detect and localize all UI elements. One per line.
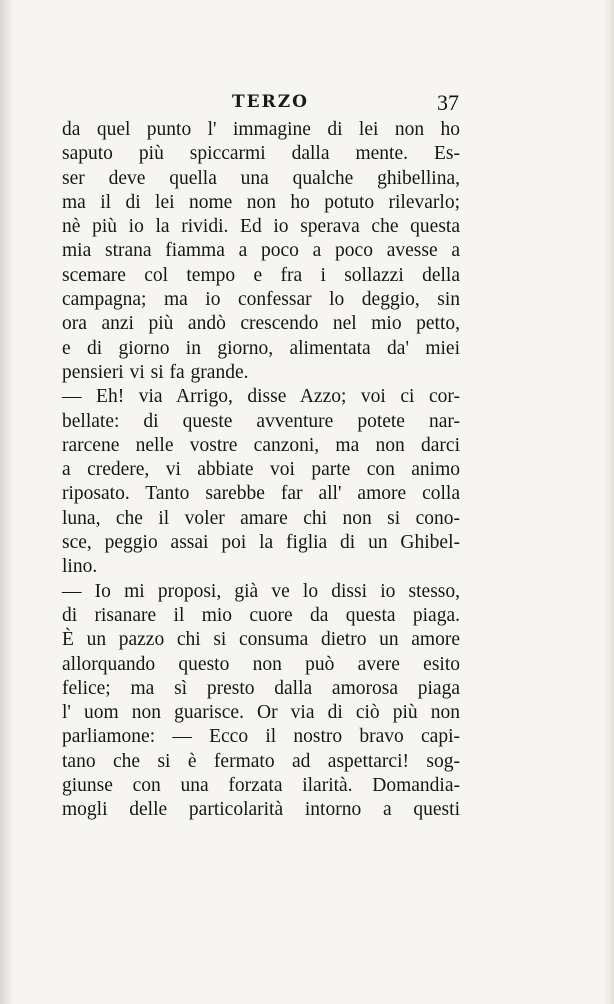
body-text: [62, 118, 460, 823]
text-line: saputo più spiccarmi dalla mente. Es-: [62, 143, 460, 165]
text-line: parliamone: — Ecco il nostro bravo capi-: [62, 726, 460, 748]
text-line: bellate: di queste avventure potete nar-: [62, 410, 460, 432]
text-line: campagna; ma io confessar lo deggio, sin: [62, 289, 460, 311]
text-line: e di giorno in giorno, alimentata da' miei: [62, 337, 460, 359]
text-line: pensieri vi si fa grande.: [62, 361, 249, 383]
text-line: È un pazzo chi si consuma dietro un amore: [62, 629, 460, 651]
text-line: ora anzi più andò crescendo nel mio petto,: [62, 313, 460, 335]
text-line: — Eh! via Arrigo, disse Azzo; voi ci cor-: [62, 386, 460, 408]
binding-shadow: [0, 0, 14, 1004]
text-line: riposato. Tanto sarebbe far all' amore colla: [62, 483, 460, 505]
text-line: rarcene nelle vostre canzoni, ma non darci: [62, 434, 460, 456]
text-line: mia strana fiamma a poco a poco avesse a: [62, 240, 460, 262]
text-line: sce, peggio assai poi la figlia di un Ghibel-: [62, 532, 460, 554]
text-line: mogli delle particolarità intorno a questi: [62, 799, 460, 821]
page-number: 37: [437, 90, 459, 115]
text-line: di risanare il mio cuore da questa piaga.: [62, 604, 460, 626]
text-line: ma il di lei nome non ho potuto rilevarlo;: [62, 191, 460, 213]
page-edge-shadow: [604, 0, 614, 1004]
text-line: scemare col tempo e fra i sollazzi della: [62, 264, 460, 286]
text-line: nè più io la rividi. Ed io sperava che questa: [62, 216, 460, 238]
text-line: allorquando questo non può avere esito: [62, 653, 460, 675]
text-line: felice; ma sì presto dalla amorosa piaga: [62, 677, 460, 699]
text-line: ser deve quella una qualche ghibellina,: [62, 167, 460, 189]
text-line: a credere, vi abbiate voi parte con animo: [62, 459, 460, 481]
text-line: l' uom non guarisce. Or via di ciò più non: [62, 702, 460, 724]
page-header: [0, 92, 614, 116]
text-line: luna, che il voler amare chi non si cono-: [62, 507, 460, 529]
text-line: giunse con una forzata ilarità. Domandia-: [62, 775, 460, 797]
text-line: — Io mi proposi, già ve lo dissi io stesso,: [62, 580, 460, 602]
text-line: lino.: [62, 556, 98, 578]
running-head: TERZO: [232, 92, 309, 112]
text-line: da quel punto l' immagine di lei non ho: [62, 119, 460, 140]
text-line: tano che si è fermato ad aspettarci! sog-: [62, 750, 460, 772]
